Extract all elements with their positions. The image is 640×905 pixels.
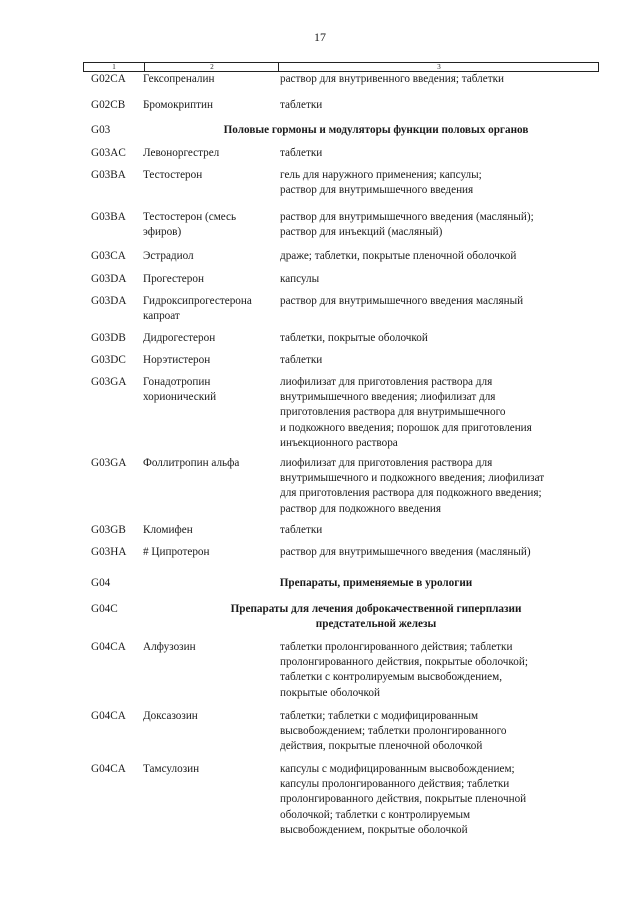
drug-name: Тестостерон — [143, 169, 203, 181]
drug-name: # Ципротерон — [143, 546, 210, 558]
drug-name: Гексопреналин — [143, 73, 215, 85]
table-header-row — [83, 62, 599, 72]
dosage-form: таблетки — [280, 99, 323, 111]
dosage-form: раствор для внутримышечного введения (масляный) — [280, 546, 531, 558]
atc-code: G03GA — [91, 457, 127, 469]
drug-name: Фоллитропин альфа — [143, 457, 240, 469]
column-header-3: 3 — [278, 63, 599, 71]
atc-code: G03GA — [91, 376, 127, 388]
atc-code: G03BA — [91, 211, 126, 223]
page-number: 17 — [314, 30, 326, 44]
drug-name: Дидрогестерон — [143, 332, 216, 344]
drug-name: Бромокриптин — [143, 99, 213, 111]
dosage-form: таблетки пролонгированного действия; таблетки пролонгированного действия, покрытые оболочкой; таблетки с контролируемым высвобождением, покрытые оболочкой — [280, 641, 528, 699]
drug-name: Тестостерон (смесь эфиров) — [143, 211, 237, 239]
drug-name: Гидроксипрогестерона капроат — [143, 295, 252, 323]
dosage-form: таблетки — [280, 147, 323, 159]
drug-name: Кломифен — [143, 524, 193, 536]
atc-code: G03GB — [91, 524, 126, 536]
dosage-form: капсулы — [280, 273, 320, 285]
dosage-form: раствор для внутримышечного введения масляный — [280, 295, 524, 307]
atc-code: G03DA — [91, 273, 127, 285]
atc-code: G03BA — [91, 169, 126, 181]
atc-code: G03DA — [91, 295, 127, 307]
column-header-1: 1 — [112, 63, 116, 71]
atc-code: G04CA — [91, 710, 126, 722]
drug-name: Левоноргестрел — [143, 147, 220, 159]
drug-name: Эстрадиол — [143, 250, 194, 262]
atc-code: G04 — [91, 577, 111, 589]
atc-code: G02CA — [91, 73, 126, 85]
group-title: Половые гормоны и модуляторы функции половых органов — [223, 124, 529, 136]
dosage-form: таблетки — [280, 354, 323, 366]
atc-code: G03AC — [91, 147, 126, 159]
atc-code: G03DC — [91, 354, 126, 366]
dosage-form: таблетки; таблетки с модифицированным высвобождением; таблетки пролонгированного действия, покрытые пленочной оболочкой — [280, 710, 507, 753]
dosage-form: капсулы с модифицированным высвобождением; капсулы пролонгированного действия; таблетки пролонгированного действия, покрытые пленочной оболочкой; таблетки с контролируемым высвобождением, покрытые оболочкой — [280, 763, 527, 836]
atc-code: G02CB — [91, 99, 126, 111]
dosage-form: таблетки — [280, 524, 323, 536]
drug-name: Гонадотропин хорионический — [143, 376, 217, 404]
atc-code: G03HA — [91, 546, 127, 558]
atc-code: G03CA — [91, 250, 126, 262]
dosage-form: раствор для внутривенного введения; таблетки — [280, 73, 505, 85]
dosage-form: драже; таблетки, покрытые пленочной оболочкой — [280, 250, 517, 262]
dosage-form: раствор для внутримышечного введения (масляный); раствор для инъекций (масляный) — [280, 211, 534, 239]
atc-code: G04C — [91, 603, 118, 615]
drug-name: Тамсулозин — [143, 763, 200, 775]
atc-code: G04CA — [91, 641, 126, 653]
drug-name: Доксазозин — [143, 710, 198, 722]
dosage-form: лиофилизат для приготовления раствора для внутримышечного введения; лиофилизат для приготовления раствора для внутримышечного и подкожного введения; порошок для приготовления инъекционного раствора — [280, 376, 532, 449]
group-title: Препараты, применяемые в урологии — [279, 577, 473, 589]
drug-name: Норэтистерон — [143, 354, 211, 366]
dosage-form: таблетки, покрытые оболочкой — [280, 332, 428, 344]
drug-name: Алфузозин — [143, 641, 196, 653]
group-title: Препараты для лечения доброкачественной гиперплазии предстательной железы — [230, 603, 522, 631]
column-header-2: 2 — [144, 63, 279, 71]
atc-code: G03DB — [91, 332, 126, 344]
dosage-form: лиофилизат для приготовления раствора для внутримышечного и подкожного введения; лиофилизат для приготовления раствора для подкожного введения; раствор для подкожного введения — [280, 457, 545, 515]
drug-name: Прогестерон — [143, 273, 204, 285]
atc-code: G04CA — [91, 763, 126, 775]
atc-code: G03 — [91, 124, 111, 136]
dosage-form: гель для наружного применения; капсулы; раствор для внутримышечного введения — [280, 169, 482, 197]
